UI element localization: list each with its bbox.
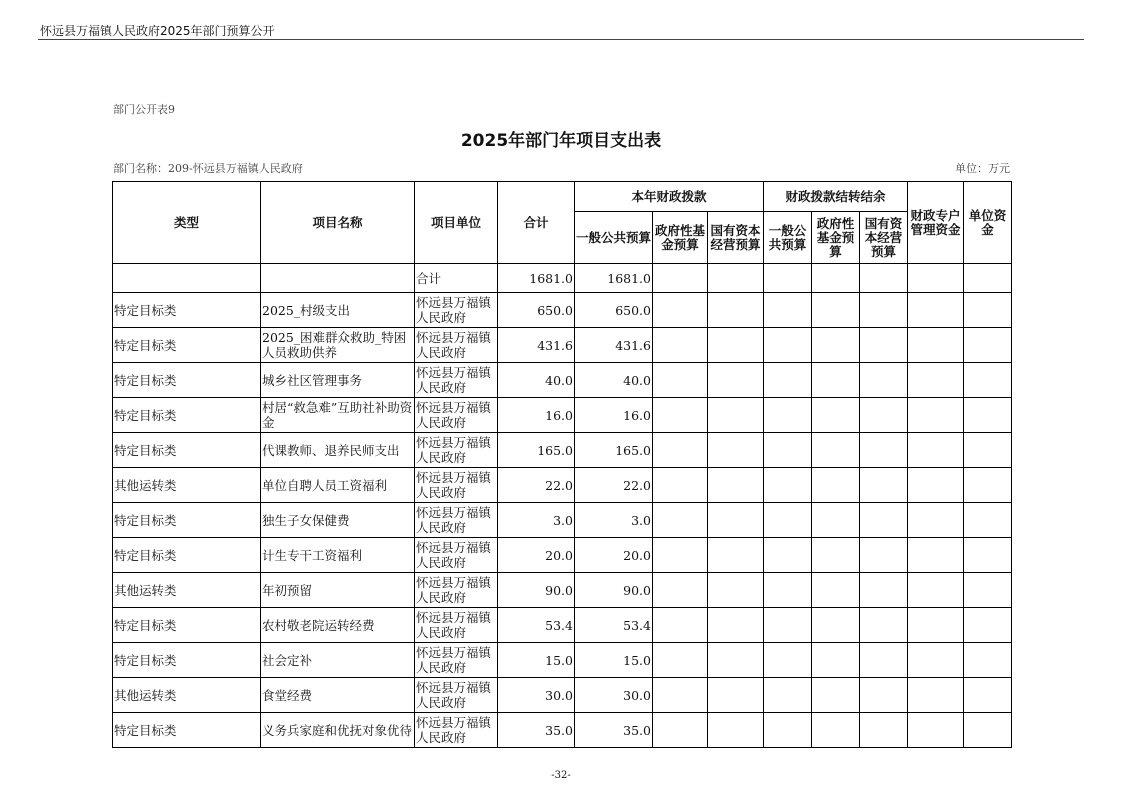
row-type: 特定目标类 <box>113 398 261 433</box>
row-project-unit: 怀远县万福镇人民政府 <box>415 503 498 538</box>
table-row <box>113 503 1012 538</box>
row-empty-cell <box>964 643 1012 678</box>
row-general-public: 650.0 <box>575 293 653 328</box>
row-project-name: 代课教师、退养民师支出 <box>261 433 415 468</box>
row-empty-cell <box>812 643 860 678</box>
row-type: 特定目标类 <box>113 713 261 748</box>
row-empty-cell <box>964 293 1012 328</box>
row-empty-cell <box>653 293 708 328</box>
row-empty-cell <box>908 713 964 748</box>
total-label: 合计 <box>415 264 498 293</box>
row-empty-cell <box>908 398 964 433</box>
row-empty-cell <box>764 328 812 363</box>
row-empty-cell <box>812 293 860 328</box>
row-project-name: 村居“救急难”互助社补助资金 <box>261 398 415 433</box>
row-general-public: 90.0 <box>575 573 653 608</box>
row-project-unit: 怀远县万福镇人民政府 <box>415 328 498 363</box>
row-total: 16.0 <box>498 398 575 433</box>
row-type: 其他运转类 <box>113 678 261 713</box>
row-type: 特定目标类 <box>113 503 261 538</box>
row-type: 其他运转类 <box>113 573 261 608</box>
row-empty-cell <box>653 468 708 503</box>
row-general-public: 40.0 <box>575 363 653 398</box>
row-project-name: 义务兵家庭和优抚对象优待 <box>261 713 415 748</box>
row-empty-cell <box>708 678 764 713</box>
row-general-public: 15.0 <box>575 643 653 678</box>
row-project-unit: 怀远县万福镇人民政府 <box>415 678 498 713</box>
row-empty-cell <box>653 503 708 538</box>
row-empty-cell <box>708 503 764 538</box>
row-empty-cell <box>708 643 764 678</box>
row-empty-cell <box>764 643 812 678</box>
row-empty-cell <box>812 468 860 503</box>
table-row <box>113 643 1012 678</box>
row-type: 特定目标类 <box>113 643 261 678</box>
table-row <box>113 363 1012 398</box>
row-general-public: 3.0 <box>575 503 653 538</box>
row-empty-cell <box>860 538 908 573</box>
row-general-public: 20.0 <box>575 538 653 573</box>
total-general-public: 1681.0 <box>575 264 653 293</box>
row-empty-cell <box>812 328 860 363</box>
table-row <box>113 573 1012 608</box>
header-divider <box>38 39 1084 40</box>
row-total: 15.0 <box>498 643 575 678</box>
row-empty-cell <box>764 678 812 713</box>
row-empty-cell <box>653 433 708 468</box>
row-empty-cell <box>860 608 908 643</box>
col-header-carry-general: 一般公共预算 <box>764 212 812 264</box>
row-total: 53.4 <box>498 608 575 643</box>
table-row <box>113 433 1012 468</box>
row-project-unit: 怀远县万福镇人民政府 <box>415 468 498 503</box>
row-empty-cell <box>860 573 908 608</box>
row-total: 650.0 <box>498 293 575 328</box>
row-empty-cell <box>860 468 908 503</box>
row-project-name: 2025_村级支出 <box>261 293 415 328</box>
total-type-cell <box>113 264 261 293</box>
table-row <box>113 678 1012 713</box>
row-project-unit: 怀远县万福镇人民政府 <box>415 713 498 748</box>
row-empty-cell <box>812 398 860 433</box>
row-empty-cell <box>708 363 764 398</box>
department-label: 部门名称：209-怀远县万福镇人民政府 <box>113 162 303 175</box>
row-empty-cell <box>964 608 1012 643</box>
row-project-unit: 怀远县万福镇人民政府 <box>415 608 498 643</box>
row-empty-cell <box>653 573 708 608</box>
row-general-public: 165.0 <box>575 433 653 468</box>
row-type: 特定目标类 <box>113 293 261 328</box>
row-empty-cell <box>908 468 964 503</box>
row-empty-cell <box>653 713 708 748</box>
table-row <box>113 713 1012 748</box>
col-group-current-year: 本年财政拨款 <box>575 182 764 212</box>
row-empty-cell <box>964 328 1012 363</box>
row-empty-cell <box>860 328 908 363</box>
row-empty-cell <box>964 433 1012 468</box>
col-header-carry-gov-fund: 政府性基金预算 <box>812 212 860 264</box>
col-header-total: 合计 <box>498 182 575 264</box>
row-empty-cell <box>812 713 860 748</box>
table-row <box>113 538 1012 573</box>
col-header-gov-fund: 政府性基金预算 <box>653 212 708 264</box>
table-row <box>113 398 1012 433</box>
col-header-project-unit: 项目单位 <box>415 182 498 264</box>
row-total: 90.0 <box>498 573 575 608</box>
row-empty-cell <box>653 363 708 398</box>
row-project-unit: 怀远县万福镇人民政府 <box>415 573 498 608</box>
row-type: 特定目标类 <box>113 363 261 398</box>
row-empty-cell <box>908 608 964 643</box>
row-project-name: 计生专干工资福利 <box>261 538 415 573</box>
row-empty-cell <box>812 573 860 608</box>
row-general-public: 16.0 <box>575 398 653 433</box>
row-total: 431.6 <box>498 328 575 363</box>
row-project-name: 单位自聘人员工资福利 <box>261 468 415 503</box>
row-empty-cell <box>653 398 708 433</box>
row-empty-cell <box>708 398 764 433</box>
row-general-public: 53.4 <box>575 608 653 643</box>
col-group-carryover: 财政拨款结转结余 <box>764 182 908 212</box>
row-empty-cell <box>812 608 860 643</box>
row-general-public: 30.0 <box>575 678 653 713</box>
row-project-unit: 怀远县万福镇人民政府 <box>415 398 498 433</box>
row-project-name: 城乡社区管理事务 <box>261 363 415 398</box>
row-empty-cell <box>764 608 812 643</box>
row-empty-cell <box>764 433 812 468</box>
col-header-state-capital: 国有资本经营预算 <box>708 212 764 264</box>
row-empty-cell <box>653 538 708 573</box>
row-empty-cell <box>653 643 708 678</box>
total-amount: 1681.0 <box>498 264 575 293</box>
row-empty-cell <box>764 363 812 398</box>
row-project-unit: 怀远县万福镇人民政府 <box>415 538 498 573</box>
row-empty-cell <box>812 678 860 713</box>
row-empty-cell <box>964 538 1012 573</box>
row-empty-cell <box>708 468 764 503</box>
row-empty-cell <box>964 713 1012 748</box>
row-type: 特定目标类 <box>113 433 261 468</box>
row-total: 35.0 <box>498 713 575 748</box>
row-empty-cell <box>708 608 764 643</box>
row-empty-cell <box>764 468 812 503</box>
page-title: 2025年部门年项目支出表 <box>460 131 662 151</box>
row-empty-cell <box>964 573 1012 608</box>
row-empty-cell <box>708 713 764 748</box>
row-empty-cell <box>708 328 764 363</box>
col-header-special-fund: 财政专户管理资金 <box>908 182 964 264</box>
row-empty-cell <box>908 363 964 398</box>
row-empty-cell <box>764 538 812 573</box>
form-number: 部门公开表9 <box>113 103 175 116</box>
page-number: -32- <box>551 770 571 781</box>
running-header: 怀远县万福镇人民政府2025年部门预算公开 <box>40 24 275 38</box>
row-empty-cell <box>860 293 908 328</box>
row-total: 3.0 <box>498 503 575 538</box>
row-total: 22.0 <box>498 468 575 503</box>
row-empty-cell <box>964 503 1012 538</box>
row-project-name: 年初预留 <box>261 573 415 608</box>
row-empty-cell <box>653 608 708 643</box>
row-empty-cell <box>964 363 1012 398</box>
col-header-type: 类型 <box>113 182 261 264</box>
row-empty-cell <box>764 573 812 608</box>
row-empty-cell <box>908 328 964 363</box>
row-empty-cell <box>908 433 964 468</box>
row-total: 30.0 <box>498 678 575 713</box>
row-empty-cell <box>964 678 1012 713</box>
row-general-public: 35.0 <box>575 713 653 748</box>
row-empty-cell <box>860 363 908 398</box>
unit-label: 单位：万元 <box>955 162 1010 175</box>
col-header-general-public: 一般公共预算 <box>575 212 653 264</box>
row-empty-cell <box>908 643 964 678</box>
row-empty-cell <box>908 538 964 573</box>
row-empty-cell <box>708 573 764 608</box>
row-empty-cell <box>653 678 708 713</box>
row-general-public: 431.6 <box>575 328 653 363</box>
row-empty-cell <box>653 328 708 363</box>
total-name-cell <box>261 264 415 293</box>
row-project-name: 独生子女保健费 <box>261 503 415 538</box>
row-empty-cell <box>908 573 964 608</box>
row-empty-cell <box>708 433 764 468</box>
table-row <box>113 608 1012 643</box>
row-empty-cell <box>764 398 812 433</box>
row-empty-cell <box>860 433 908 468</box>
table-row <box>113 328 1012 363</box>
row-empty-cell <box>812 433 860 468</box>
row-project-name: 社会定补 <box>261 643 415 678</box>
row-total: 165.0 <box>498 433 575 468</box>
table-row <box>113 468 1012 503</box>
row-type: 特定目标类 <box>113 538 261 573</box>
row-empty-cell <box>764 713 812 748</box>
row-project-unit: 怀远县万福镇人民政府 <box>415 433 498 468</box>
row-empty-cell <box>908 678 964 713</box>
row-empty-cell <box>708 293 764 328</box>
row-empty-cell <box>860 398 908 433</box>
col-header-unit-fund: 单位资金 <box>964 182 1012 264</box>
total-row <box>113 264 1012 293</box>
row-project-unit: 怀远县万福镇人民政府 <box>415 363 498 398</box>
row-type: 特定目标类 <box>113 328 261 363</box>
col-header-carry-state-capital: 国有资本经营预算 <box>860 212 908 264</box>
row-empty-cell <box>964 468 1012 503</box>
table-row <box>113 293 1012 328</box>
row-empty-cell <box>812 503 860 538</box>
row-empty-cell <box>908 293 964 328</box>
row-empty-cell <box>812 363 860 398</box>
row-empty-cell <box>812 538 860 573</box>
row-project-name: 2025_困难群众救助_特困人员救助供养 <box>261 328 415 363</box>
row-empty-cell <box>764 503 812 538</box>
row-total: 20.0 <box>498 538 575 573</box>
row-project-name: 食堂经费 <box>261 678 415 713</box>
row-empty-cell <box>860 503 908 538</box>
row-empty-cell <box>860 713 908 748</box>
row-project-unit: 怀远县万福镇人民政府 <box>415 643 498 678</box>
row-type: 其他运转类 <box>113 468 261 503</box>
table-body <box>113 293 1012 748</box>
row-empty-cell <box>860 643 908 678</box>
row-type: 特定目标类 <box>113 608 261 643</box>
row-empty-cell <box>908 503 964 538</box>
row-project-unit: 怀远县万福镇人民政府 <box>415 293 498 328</box>
row-empty-cell <box>964 398 1012 433</box>
row-project-name: 农村敬老院运转经费 <box>261 608 415 643</box>
row-total: 40.0 <box>498 363 575 398</box>
row-empty-cell <box>708 538 764 573</box>
col-header-project-name: 项目名称 <box>261 182 415 264</box>
project-expenditure-table <box>112 181 1012 748</box>
row-empty-cell <box>764 293 812 328</box>
row-general-public: 22.0 <box>575 468 653 503</box>
row-empty-cell <box>860 678 908 713</box>
